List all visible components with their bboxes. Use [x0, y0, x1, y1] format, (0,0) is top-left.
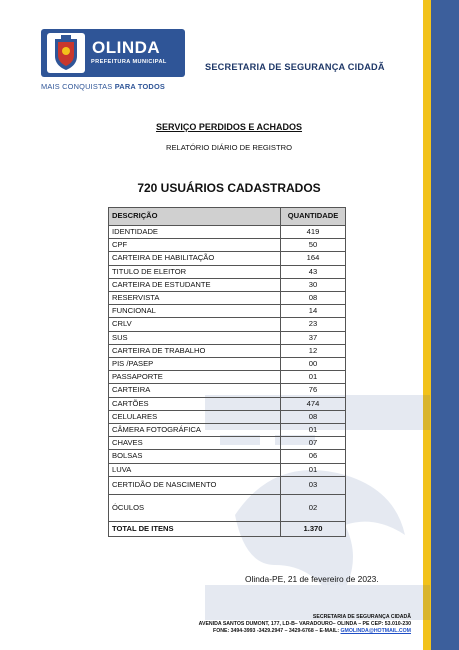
- row-description: SUS: [109, 331, 281, 344]
- table-row: [109, 371, 346, 384]
- row-description: ÓCULOS: [109, 494, 281, 521]
- row-quantity: 76: [281, 384, 346, 397]
- row-quantity: 419: [281, 226, 346, 239]
- table-row: [109, 226, 346, 239]
- users-count-title: 720 USUÁRIOS CADASTRADOS: [137, 181, 321, 195]
- row-description: CARTÕES: [109, 397, 281, 410]
- table-row: [109, 278, 346, 291]
- row-quantity: 14: [281, 305, 346, 318]
- row-description: CERTIDÃO DE NASCIMENTO: [109, 476, 281, 494]
- service-title: SERVIÇO PERDIDOS E ACHADOS: [155, 122, 303, 132]
- table-row: [109, 384, 346, 397]
- row-quantity: 37: [281, 331, 346, 344]
- row-quantity: 23: [281, 318, 346, 331]
- table-row: [109, 292, 346, 305]
- footer-email-link[interactable]: GMOLINDA@HOTMAIL.COM: [340, 628, 411, 634]
- table-row: [109, 239, 346, 252]
- table-row: [109, 463, 346, 476]
- row-quantity: 02: [281, 494, 346, 521]
- row-description: TITULO DE ELEITOR: [109, 265, 281, 278]
- footer-phones: FONE: 3494-3993 -3429.2947 – 3429-6768 – E-MAIL:: [213, 628, 341, 634]
- tagline: [41, 82, 165, 91]
- row-quantity: 01: [281, 463, 346, 476]
- row-description: PIS /PASEP: [109, 358, 281, 371]
- table-row: [109, 265, 346, 278]
- items-table: [108, 207, 346, 537]
- footer-contact: [199, 628, 411, 635]
- row-description: CARTEIRA DE ESTUDANTE: [109, 278, 281, 291]
- department-title: SECRETARIA DE SEGURANÇA CIDADÃ: [205, 62, 385, 72]
- row-quantity: 06: [281, 450, 346, 463]
- row-description: RESERVISTA: [109, 292, 281, 305]
- table-row: [109, 424, 346, 437]
- row-quantity: 07: [281, 437, 346, 450]
- row-quantity: 30: [281, 278, 346, 291]
- row-description: CELULARES: [109, 410, 281, 423]
- row-description: IDENTIDADE: [109, 226, 281, 239]
- row-quantity: 50: [281, 239, 346, 252]
- footer: [199, 614, 411, 635]
- table-row: [109, 344, 346, 357]
- row-quantity: 12: [281, 344, 346, 357]
- table-row: [109, 437, 346, 450]
- row-description: CÂMERA FOTOGRÁFICA: [109, 424, 281, 437]
- column-header-description: DESCRIÇÃO: [109, 208, 281, 226]
- coat-of-arms-icon: [47, 33, 85, 73]
- table-row: [109, 252, 346, 265]
- footer-department: SECRETARIA DE SEGURANÇA CIDADÃ: [312, 614, 411, 620]
- row-quantity: 01: [281, 424, 346, 437]
- table-row: [109, 476, 346, 494]
- tagline-prefix: MAIS CONQUISTAS: [41, 82, 115, 91]
- row-quantity: 08: [281, 292, 346, 305]
- row-description: CRLV: [109, 318, 281, 331]
- row-quantity: 00: [281, 358, 346, 371]
- row-quantity: 01: [281, 371, 346, 384]
- row-quantity: 08: [281, 410, 346, 423]
- logo-subtitle: PREFEITURA MUNICIPAL: [91, 59, 167, 65]
- row-description: BOLSAS: [109, 450, 281, 463]
- row-quantity: 43: [281, 265, 346, 278]
- logo-name: OLINDA: [92, 38, 161, 57]
- tagline-bold: PARA TODOS: [114, 82, 166, 91]
- report-title: RELATÓRIO DIÁRIO DE REGISTRO: [165, 143, 293, 152]
- table-row: [109, 450, 346, 463]
- table-row: [109, 397, 346, 410]
- footer-address: AVENIDA SANTOS DUMONT, 177, LD-B– VARADOURO– OLINDA – PE CEP: 53.010-230: [198, 621, 411, 627]
- column-header-quantity: QUANTIDADE: [281, 208, 346, 226]
- date-line: Olinda-PE, 21 de fevereiro de 2023.: [245, 574, 379, 584]
- table-row: [109, 305, 346, 318]
- side-stripe-blue: [431, 0, 459, 650]
- total-row: [109, 521, 346, 536]
- table-row: [109, 318, 346, 331]
- row-description: PASSAPORTE: [109, 371, 281, 384]
- table-row: [109, 358, 346, 371]
- table-row: [109, 410, 346, 423]
- row-description: CARTEIRA DE TRABALHO: [109, 344, 281, 357]
- table-header-row: [109, 208, 346, 226]
- row-quantity: 474: [281, 397, 346, 410]
- total-label: TOTAL DE ITENS: [109, 521, 281, 536]
- table-row: [109, 494, 346, 521]
- row-quantity: 164: [281, 252, 346, 265]
- table-row: [109, 331, 346, 344]
- row-description: LUVA: [109, 463, 281, 476]
- total-value: 1.370: [281, 521, 346, 536]
- row-description: CPF: [109, 239, 281, 252]
- row-description: CARTEIRA: [109, 384, 281, 397]
- row-description: CHAVES: [109, 437, 281, 450]
- row-description: FUNCIONAL: [109, 305, 281, 318]
- row-quantity: 03: [281, 476, 346, 494]
- row-description: CARTEIRA DE HABILITAÇÃO: [109, 252, 281, 265]
